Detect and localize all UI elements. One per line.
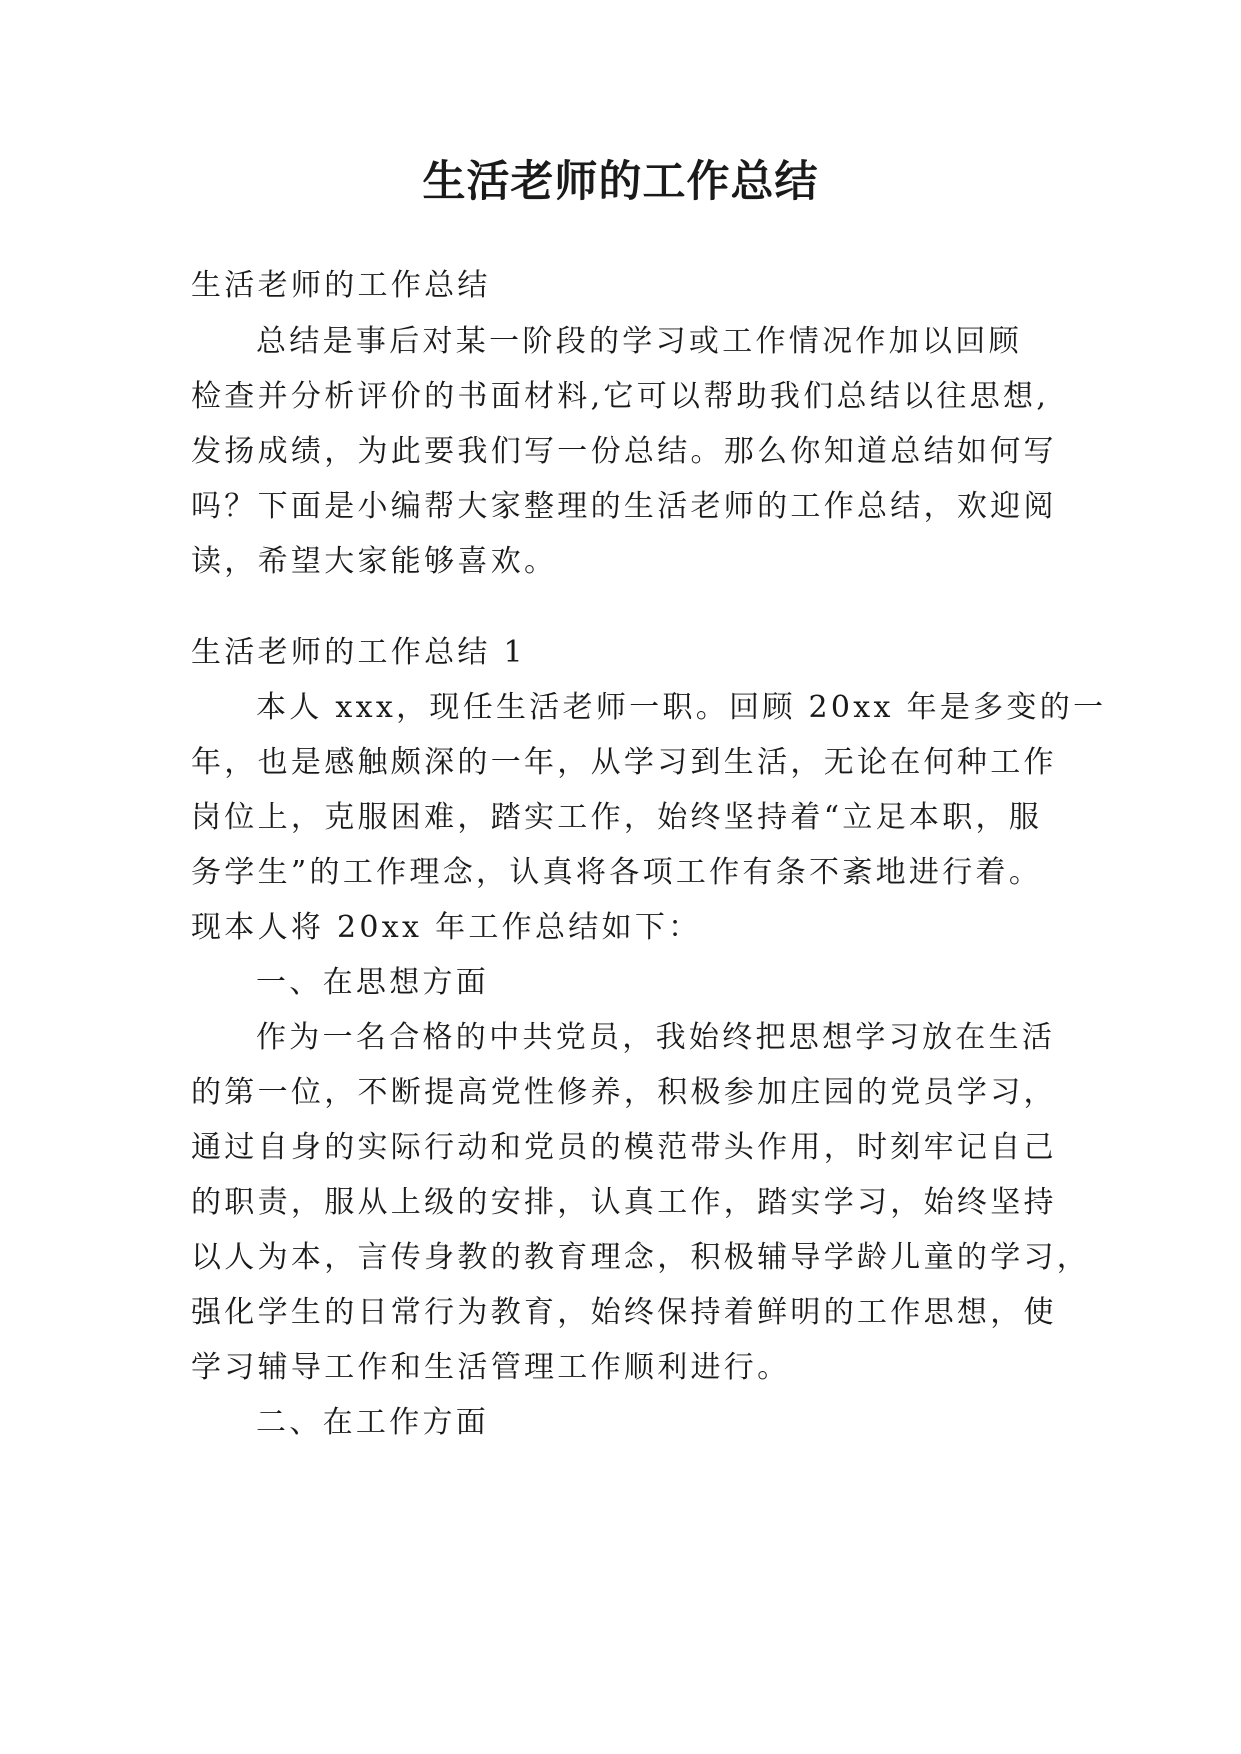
- thought-line-7: 学习辅导工作和生活管理工作顺利进行。: [191, 1350, 791, 1385]
- document-subtitle: 生活老师的工作总结: [191, 268, 491, 303]
- section-1-line-5: 现本人将 20xx 年工作总结如下：: [191, 910, 702, 945]
- section-1-line-1: 本人 xxx，现任生活老师一职。回顾 20xx 年是多变的一: [256, 690, 1107, 725]
- intro-line-5: 读，希望大家能够喜欢。: [191, 544, 558, 579]
- section-1-line-4: 务学生”的工作理念，认真将各项工作有条不紊地进行着。: [191, 855, 1043, 890]
- section-1-line-2: 年，也是感触颇深的一年，从学习到生活，无论在何种工作: [191, 745, 1057, 780]
- heading-work: 二、在工作方面: [256, 1405, 490, 1440]
- thought-line-2: 的第一位，不断提高党性修养，积极参加庄园的党员学习，: [191, 1075, 1057, 1110]
- intro-line-1: 总结是事后对某一阶段的学习或工作情况作加以回顾: [256, 324, 1022, 359]
- thought-line-3: 通过自身的实际行动和党员的模范带头作用，时刻牢记自己: [191, 1130, 1057, 1165]
- intro-line-3: 发扬成绩，为此要我们写一份总结。那么你知道总结如何写: [191, 434, 1057, 469]
- section-1-line-3: 岗位上，克服困难，踏实工作，始终坚持着“立足本职，服: [191, 800, 1043, 835]
- document-title: 生活老师的工作总结: [422, 157, 819, 207]
- thought-line-5: 以人为本，言传身教的教育理念，积极辅导学龄儿童的学习，: [191, 1240, 1091, 1275]
- section-1-title: 生活老师的工作总结 1: [191, 635, 526, 670]
- heading-thought: 一、在思想方面: [256, 965, 490, 1000]
- thought-line-1: 作为一名合格的中共党员，我始终把思想学习放在生活: [256, 1020, 1056, 1055]
- thought-line-6: 强化学生的日常行为教育，始终保持着鲜明的工作思想，使: [191, 1295, 1057, 1330]
- thought-line-4: 的职责，服从上级的安排，认真工作，踏实学习，始终坚持: [191, 1185, 1057, 1220]
- intro-line-4: 吗？下面是小编帮大家整理的生活老师的工作总结，欢迎阅: [191, 489, 1057, 524]
- intro-line-2: 检查并分析评价的书面材料,它可以帮助我们总结以往思想,: [191, 379, 1050, 414]
